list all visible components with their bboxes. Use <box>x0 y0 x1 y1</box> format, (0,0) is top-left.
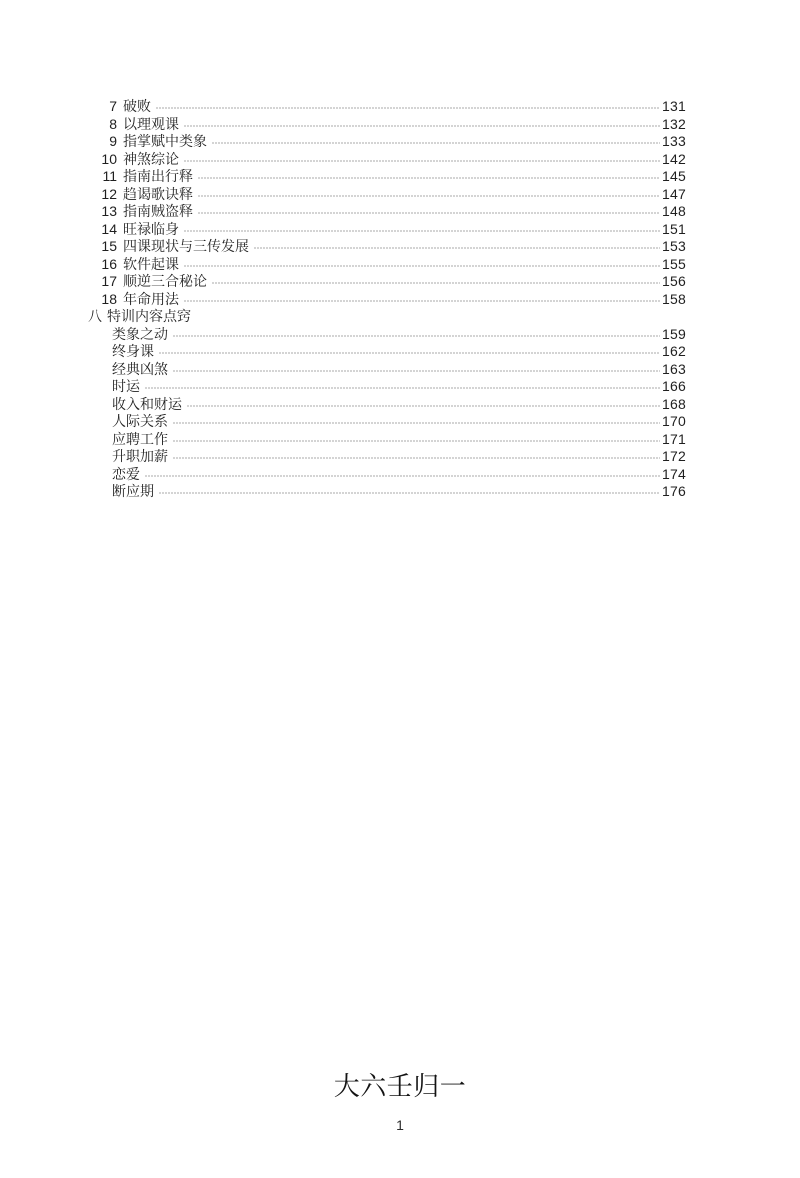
toc-entry-title: 类象之动 <box>112 325 168 342</box>
toc-entry-title: 年命用法 <box>123 290 179 307</box>
toc-list <box>88 98 686 501</box>
toc-entry-number: 12 <box>101 185 117 202</box>
toc-entry <box>88 203 686 221</box>
toc-entry-title: 软件起课 <box>123 255 179 272</box>
toc-entry <box>88 396 686 414</box>
toc-entry <box>88 413 686 431</box>
toc-dotted-leader <box>198 213 660 214</box>
toc-entry-title: 经典凶煞 <box>112 360 168 377</box>
toc-entry <box>88 221 686 239</box>
toc-entry-page: 148 <box>662 203 686 219</box>
toc-entry <box>88 238 686 256</box>
toc-entry <box>88 343 686 361</box>
toc-entry-page: 133 <box>662 133 686 149</box>
toc-entry-title: 恋爱 <box>112 465 140 482</box>
toc-entry-page: 151 <box>662 220 686 237</box>
toc-entry-number: 8 <box>109 115 117 132</box>
toc-entry <box>88 186 686 204</box>
toc-entry-page: 145 <box>662 168 686 184</box>
toc-entry <box>88 98 686 116</box>
toc-entry-page: 156 <box>662 273 686 289</box>
toc-entry <box>88 273 686 291</box>
toc-entry <box>88 448 686 466</box>
toc-entry-title: 趋谒歌诀释 <box>123 185 193 202</box>
toc-entry <box>88 466 686 484</box>
toc-entry-title: 应聘工作 <box>112 430 168 447</box>
toc-dotted-leader <box>145 388 660 389</box>
book-title: 大六壬归一 <box>333 1071 467 1101</box>
toc-entry-title: 升职加薪 <box>112 448 168 464</box>
toc-entry-title: 收入和财运 <box>112 395 182 412</box>
toc-entry-number: 18 <box>101 290 117 307</box>
toc-entry-page: 172 <box>662 448 686 464</box>
toc-entry-title: 人际关系 <box>112 413 168 429</box>
toc-dotted-leader <box>254 248 660 249</box>
toc-entry <box>88 116 686 134</box>
toc-entry-page: 155 <box>662 255 686 272</box>
toc-entry <box>88 133 686 151</box>
toc-entry-title: 破败 <box>123 98 151 114</box>
toc-dotted-leader <box>173 423 660 424</box>
toc-dotted-leader <box>173 335 660 336</box>
toc-entry <box>88 151 686 169</box>
toc-entry-number: 16 <box>101 255 117 272</box>
toc-entry-page: 147 <box>662 185 686 202</box>
toc-entry-title: 四课现状与三传发展 <box>123 238 249 254</box>
toc-entry-page: 168 <box>662 395 686 412</box>
toc-entry-page: 166 <box>662 378 686 394</box>
toc-dotted-leader <box>184 160 660 161</box>
toc-entry-page: 176 <box>662 483 686 499</box>
toc-section-header <box>88 308 686 326</box>
toc-section-number: 八 <box>88 308 102 324</box>
toc-dotted-leader <box>184 265 660 266</box>
toc-entry <box>88 291 686 309</box>
toc-entry-page: 174 <box>662 465 686 482</box>
toc-entry-number: 17 <box>101 273 117 289</box>
toc-dotted-leader <box>198 195 660 196</box>
toc-entry-title: 指掌赋中类象 <box>123 133 207 149</box>
toc-entry-page: 162 <box>662 343 686 359</box>
toc-dotted-leader <box>187 405 660 406</box>
toc-entry <box>88 483 686 501</box>
toc-dotted-leader <box>212 283 660 284</box>
toc-entry-title: 指南出行释 <box>123 168 193 184</box>
toc-dotted-leader <box>184 300 660 301</box>
toc-dotted-leader <box>173 440 660 441</box>
toc-entry-title: 断应期 <box>112 483 154 499</box>
toc-entry-number: 14 <box>101 220 117 237</box>
toc-entry-title: 终身课 <box>112 343 154 359</box>
toc-entry-page: 132 <box>662 115 686 132</box>
toc-entry-page: 158 <box>662 290 686 307</box>
toc-entry-number: 13 <box>101 203 117 219</box>
toc-entry-title: 指南贼盗释 <box>123 203 193 219</box>
toc-entry-title: 顺逆三合秘论 <box>123 273 207 289</box>
toc-section-title: 特训内容点窍 <box>107 308 191 324</box>
toc-entry-page: 142 <box>662 150 686 167</box>
toc-entry-page: 170 <box>662 413 686 429</box>
toc-entry <box>88 378 686 396</box>
toc-entry-page: 163 <box>662 360 686 377</box>
toc-entry-title: 以理观课 <box>123 115 179 132</box>
toc-dotted-leader <box>159 493 660 494</box>
toc-entry-page: 153 <box>662 238 686 254</box>
toc-entry <box>88 168 686 186</box>
toc-dotted-leader <box>173 370 660 371</box>
toc-entry-number: 9 <box>109 133 117 149</box>
toc-dotted-leader <box>198 178 660 179</box>
toc-dotted-leader <box>212 143 660 144</box>
toc-entry-page: 171 <box>662 430 686 447</box>
toc-entry-number: 7 <box>109 98 117 114</box>
toc-entry-title: 旺禄临身 <box>123 220 179 237</box>
toc-entry-title: 时运 <box>112 378 140 394</box>
toc-entry-page: 159 <box>662 325 686 342</box>
toc-dotted-leader <box>184 125 660 126</box>
toc-entry <box>88 326 686 344</box>
toc-dotted-leader <box>184 230 660 231</box>
toc-dotted-leader <box>159 353 660 354</box>
toc-entry-number: 10 <box>101 150 117 167</box>
toc-dotted-leader <box>173 458 660 459</box>
toc-entry-number: 11 <box>102 168 117 184</box>
toc-entry <box>88 256 686 274</box>
toc-entry-page: 131 <box>662 98 686 114</box>
toc-entry <box>88 361 686 379</box>
toc-entry <box>88 431 686 449</box>
toc-dotted-leader <box>145 475 660 476</box>
toc-entry-number: 15 <box>101 238 117 254</box>
toc-dotted-leader <box>156 108 660 109</box>
toc-entry-title: 神煞综论 <box>123 150 179 167</box>
page-number-footer: 1 <box>396 1117 404 1133</box>
